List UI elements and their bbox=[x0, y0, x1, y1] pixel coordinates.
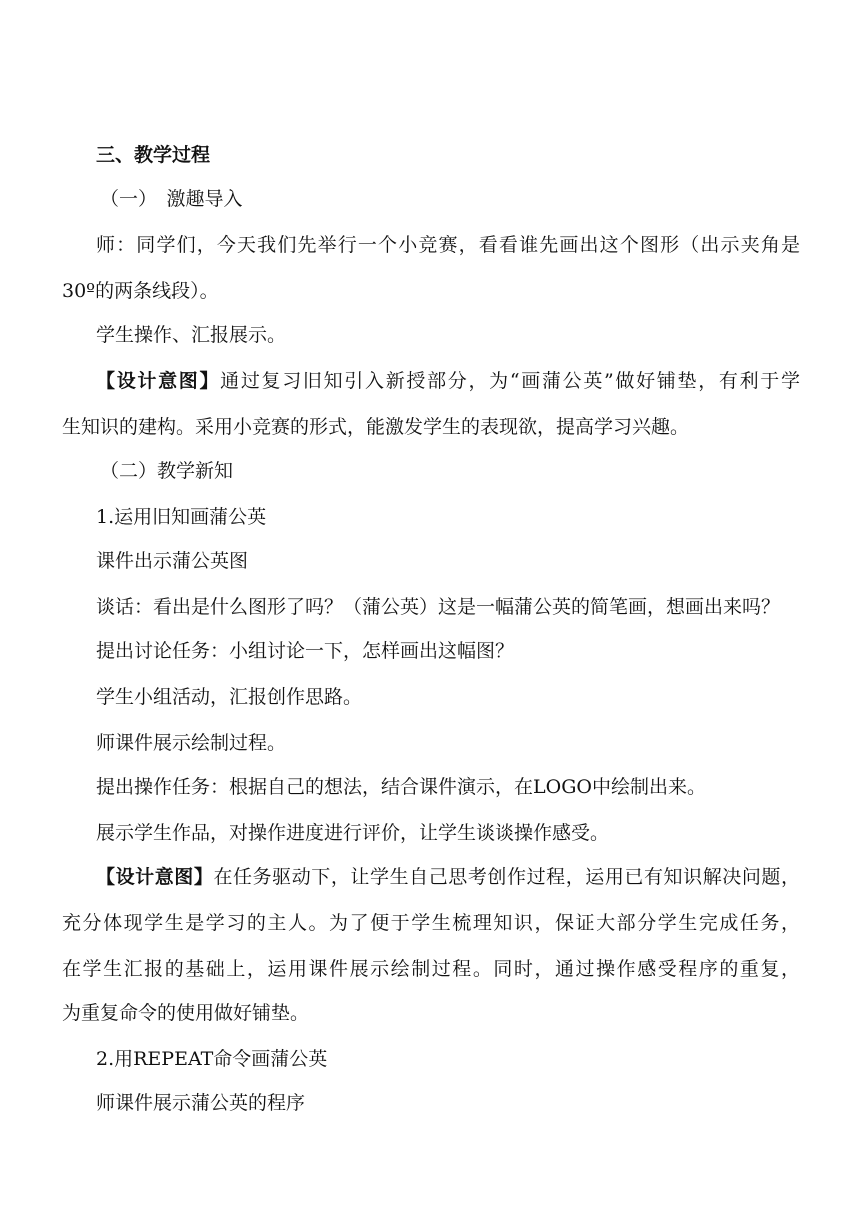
paragraph-11-line-4: 为重复命令的使用做好铺垫。 bbox=[62, 1002, 310, 1024]
paragraph-8: 师课件展示绘制过程。 bbox=[96, 732, 287, 754]
paragraph-10: 展示学生作品，对操作进度进行评价，让学生谈谈操作感受。 bbox=[96, 822, 610, 844]
paragraph-6: 提出讨论任务：小组讨论一下，怎样画出这幅图？ bbox=[96, 640, 515, 662]
paragraph-3-line-2: 生知识的建构。采用小竞赛的形式，能激发学生的表现欲，提高学习兴趣。 bbox=[62, 416, 690, 438]
paragraph-2: 学生操作、汇报展示。 bbox=[96, 324, 287, 346]
subsection-heading-1: （一） 激趣导入 bbox=[100, 188, 243, 210]
design-intent-label: 【设计意图】 bbox=[96, 866, 214, 888]
design-intent-label: 【设计意图】 bbox=[96, 370, 221, 392]
subsection-heading-2: （二）教学新知 bbox=[100, 460, 234, 482]
section-title: 三、教学过程 bbox=[96, 144, 211, 166]
paragraph-1-line-2: 30º的两条线段）。 bbox=[62, 280, 219, 302]
paragraph-3-line-1 bbox=[62, 368, 800, 394]
paragraph-11-line-3: 在学生汇报的基础上，运用课件展示绘制过程。同时，通过操作感受程序的重复， bbox=[62, 958, 800, 980]
paragraph-7: 学生小组活动，汇报创作思路。 bbox=[96, 686, 363, 708]
paragraph-1-line-1: 师：同学们，今天我们先举行一个小竞赛，看看谁先画出这个图形（出示夹角是 bbox=[96, 234, 800, 256]
paragraph-3-text: 通过复习旧知引入新授部分，为“画蒲公英”做好铺垫，有利于学 bbox=[220, 370, 800, 392]
list-item-1: 1.运用旧知画蒲公英 bbox=[96, 506, 267, 528]
paragraph-12: 师课件展示蒲公英的程序 bbox=[96, 1092, 306, 1114]
list-item-2: 2.用REPEAT命令画蒲公英 bbox=[96, 1048, 328, 1070]
paragraph-11-line-1 bbox=[62, 864, 800, 890]
paragraph-11-text: 在任务驱动下，让学生自己思考创作过程，运用已有知识解决问题， bbox=[213, 866, 800, 888]
paragraph-11-line-2: 充分体现学生是学习的主人。为了便于学生梳理知识，保证大部分学生完成任务， bbox=[62, 912, 800, 934]
paragraph-4: 课件出示蒲公英图 bbox=[96, 550, 249, 572]
paragraph-5: 谈话：看出是什么图形了吗？（蒲公英）这是一幅蒲公英的简笔画，想画出来吗？ bbox=[96, 596, 781, 618]
paragraph-9: 提出操作任务：根据自己的想法，结合课件演示，在LOGO中绘制出来。 bbox=[96, 776, 706, 798]
